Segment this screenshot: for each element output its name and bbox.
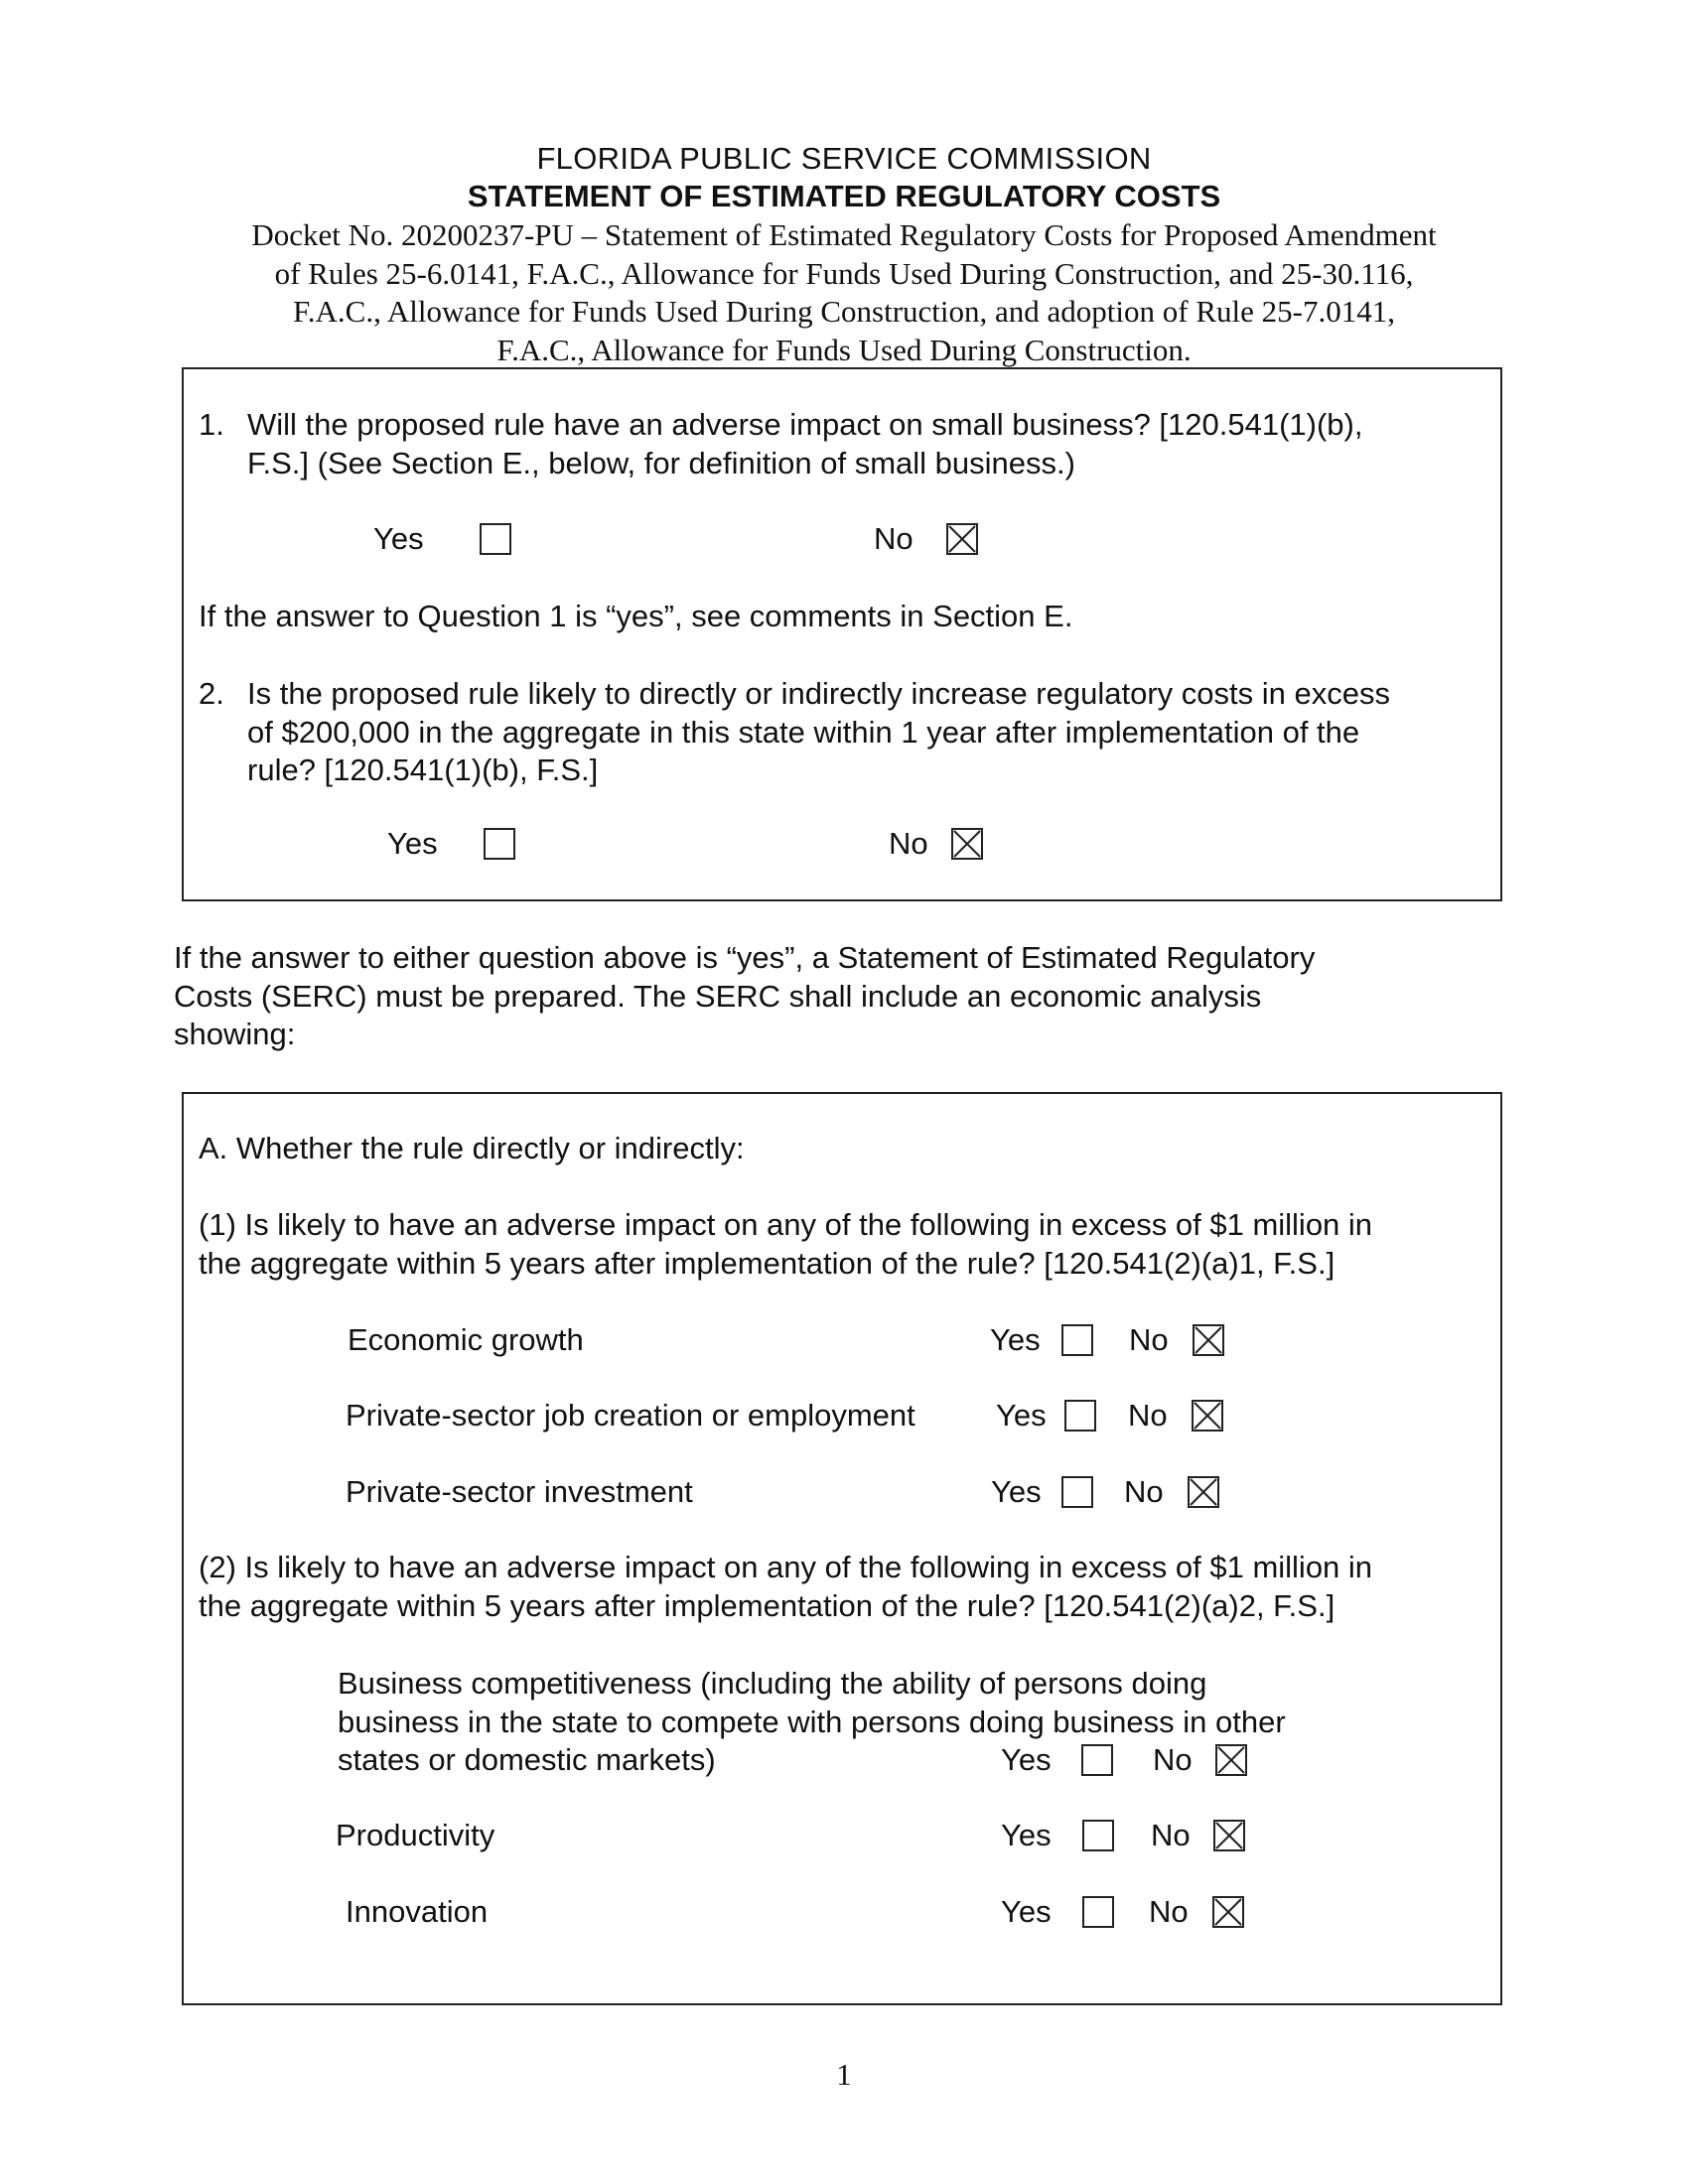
criterion-2-text: (2) Is likely to have an adverse impact on any of the following in excess of $1 million in the aggregate within 5 years after implementation of the rule? [120.541(2)(a)2, F.S.]: [199, 1550, 1373, 1623]
question-1-no-label: No: [874, 521, 914, 556]
productivity-no-checkbox[interactable]: [1213, 1820, 1245, 1851]
criterion-1-text: (1) Is likely to have an adverse impact on any of the following in excess of $1 million in the aggregate within 5 years after implementation of the rule? [120.541(2)(a)1, F.S.]: [199, 1207, 1373, 1281]
question-1-yes-label: Yes: [373, 521, 424, 556]
economic-growth-yes-label: Yes: [990, 1322, 1041, 1357]
innovation-no-label: No: [1149, 1894, 1189, 1929]
business-competitiveness-yes-label: Yes: [1001, 1742, 1052, 1777]
question-2-yes-checkbox[interactable]: [484, 828, 515, 860]
business-competitiveness-label: Business competitiveness (including the ability of persons doing business in the state to compete with persons doing business in other states or domestic markets): [338, 1666, 1286, 1777]
x-mark-icon: [1214, 1898, 1242, 1926]
business-competitiveness-no-checkbox[interactable]: [1215, 1744, 1247, 1776]
innovation-label: Innovation: [346, 1894, 489, 1929]
page-number: 1: [836, 2057, 852, 2092]
question-1-number: 1.: [199, 407, 224, 442]
innovation-yes-label: Yes: [1001, 1894, 1052, 1929]
docket-line: F.A.C., Allowance for Funds Used During Construction.: [496, 332, 1192, 367]
business-competitiveness-yes-checkbox[interactable]: [1081, 1744, 1113, 1776]
x-mark-icon: [1194, 1402, 1221, 1430]
question-1-text: Will the proposed rule have an adverse impact on small business? [120.541(1)(b), F.S.] (See Section E., below, for definition of small business.): [247, 407, 1363, 480]
serc-instructions: If the answer to either question above is “yes”, a Statement of Estimated Regulatory Costs (SERC) must be prepared. The SERC shall include an economic analysis showing:: [174, 940, 1316, 1051]
job-creation-label: Private-sector job creation or employment: [346, 1398, 915, 1433]
business-competitiveness-no-label: No: [1153, 1742, 1193, 1777]
private-investment-label: Private-sector investment: [346, 1474, 693, 1509]
job-creation-yes-checkbox[interactable]: [1064, 1400, 1096, 1432]
productivity-yes-label: Yes: [1001, 1818, 1052, 1852]
private-investment-yes-label: Yes: [991, 1474, 1042, 1509]
x-mark-icon: [948, 525, 976, 553]
question-2-number: 2.: [199, 676, 224, 711]
job-creation-no-checkbox[interactable]: [1192, 1400, 1223, 1432]
productivity-label: Productivity: [336, 1818, 495, 1852]
private-investment-no-label: No: [1124, 1474, 1164, 1509]
private-investment-yes-checkbox[interactable]: [1061, 1476, 1093, 1508]
agency-name: FLORIDA PUBLIC SERVICE COMMISSION: [536, 141, 1152, 176]
productivity-yes-checkbox[interactable]: [1082, 1820, 1114, 1851]
economic-growth-no-label: No: [1129, 1322, 1169, 1357]
docket-line: F.A.C., Allowance for Funds Used During Construction, and adoption of Rule 25-7.0141,: [293, 294, 1395, 329]
x-mark-icon: [953, 830, 981, 858]
question-2-text: Is the proposed rule likely to directly or indirectly increase regulatory costs in excess of $200,000 in the aggregate in this state within 1 year after implementation of the rule? [120.541(1)(b), F.S.]: [247, 676, 1390, 787]
question-2-no-label: No: [889, 826, 928, 861]
x-mark-icon: [1217, 1746, 1245, 1774]
document-title: STATEMENT OF ESTIMATED REGULATORY COSTS: [467, 179, 1221, 213]
economic-growth-label: Economic growth: [348, 1322, 584, 1357]
job-creation-no-label: No: [1128, 1398, 1168, 1433]
question-1-note: If the answer to Question 1 is “yes”, see comments in Section E.: [199, 599, 1073, 633]
question-2-no-checkbox[interactable]: [951, 828, 983, 860]
x-mark-icon: [1195, 1326, 1222, 1354]
economic-growth-no-checkbox[interactable]: [1193, 1324, 1224, 1356]
docket-line: of Rules 25-6.0141, F.A.C., Allowance for Funds Used During Construction, and 25-30.116,: [274, 255, 1414, 291]
private-investment-no-checkbox[interactable]: [1188, 1476, 1219, 1508]
innovation-yes-checkbox[interactable]: [1082, 1896, 1114, 1928]
productivity-no-label: No: [1151, 1818, 1191, 1852]
question-2-yes-label: Yes: [387, 826, 438, 861]
innovation-no-checkbox[interactable]: [1212, 1896, 1244, 1928]
question-1-yes-checkbox[interactable]: [480, 523, 511, 555]
section-a-heading: A. Whether the rule directly or indirectly:: [199, 1131, 745, 1165]
question-1-no-checkbox[interactable]: [946, 523, 978, 555]
docket-line: Docket No. 20200237-PU – Statement of Estimated Regulatory Costs for Proposed Amendment: [251, 217, 1437, 252]
docket-description: [189, 216, 1499, 369]
x-mark-icon: [1190, 1478, 1217, 1506]
x-mark-icon: [1215, 1822, 1243, 1849]
job-creation-yes-label: Yes: [996, 1398, 1047, 1433]
economic-growth-yes-checkbox[interactable]: [1061, 1324, 1093, 1356]
